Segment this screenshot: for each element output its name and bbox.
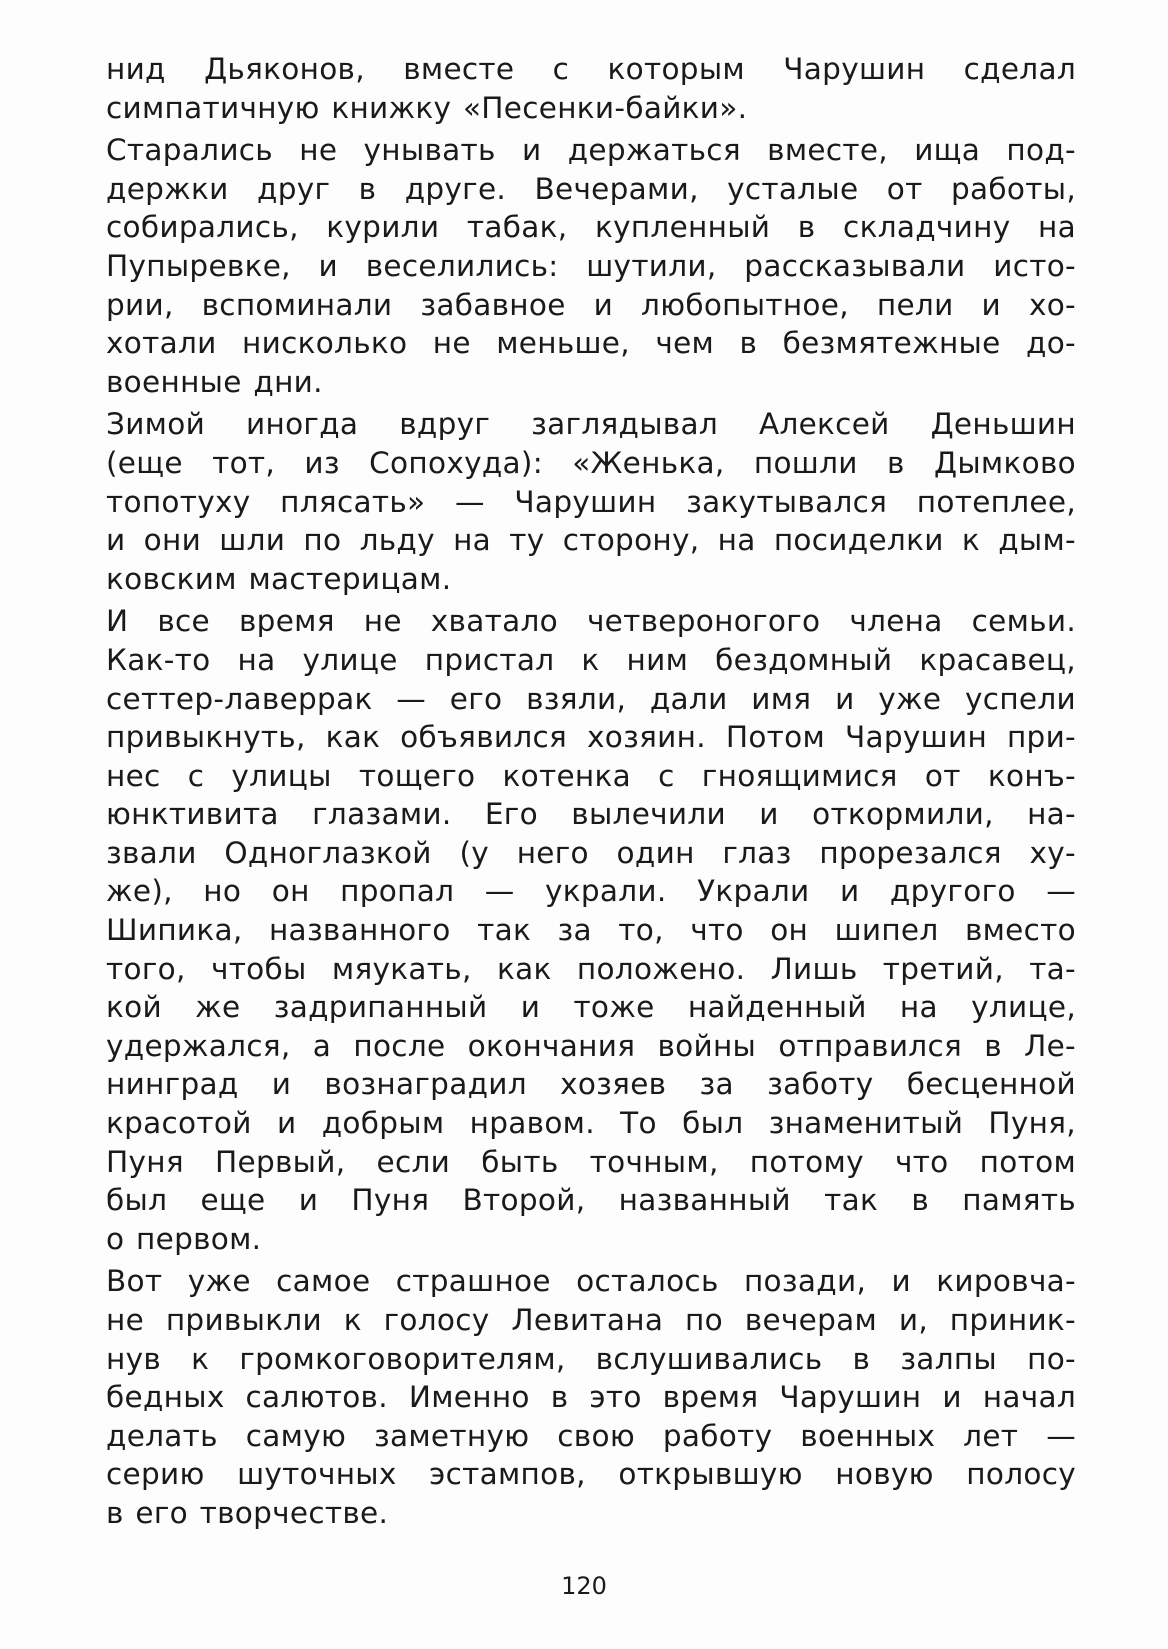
paragraph (106, 1262, 1076, 1532)
text-line: делать самую заметную свою работу военных лет — (106, 1418, 1076, 1453)
text-line: о первом. (106, 1221, 262, 1256)
text-line: (еще тот, из Сопохуда): «Женька, пошли в Дымково (106, 445, 1076, 480)
text-line: Как-то на улице пристал к ним бездомный красавец, (106, 642, 1076, 677)
text-line: же), но он пропал — украли. Украли и другого — (106, 874, 1076, 909)
paragraph (106, 50, 1076, 127)
text-line: симпатичную книжку «Песенки-байки». (106, 90, 748, 125)
text-line: не привыкли к голосу Левитана по вечерам и, приник- (106, 1303, 1076, 1337)
text-line: и они шли по льду на ту сторону, на посиделки к дым- (106, 523, 1076, 558)
paragraph (106, 602, 1076, 1258)
text-line: бедных салютов. Именно в это время Чарушин и начал (106, 1380, 1076, 1415)
body-text (106, 50, 1076, 1537)
text-line: держки друг в друге. Вечерами, усталые от работы, (106, 171, 1076, 206)
text-line: собирались, курили табак, купленный в складчину на (106, 210, 1076, 245)
text-line: рии, вспоминали забавное и любопытное, пели и хо- (106, 287, 1076, 322)
text-line: нес с улицы тощего котенка с гноящимися от конъ- (106, 758, 1076, 793)
text-line: удержался, а после окончания войны отправился в Ле- (106, 1028, 1076, 1063)
text-line: того, чтобы мяукать, как положено. Лишь третий, та- (106, 951, 1076, 986)
text-line: нид Дьяконов, вместе с которым Чарушин сделал (106, 52, 1076, 86)
text-line: красотой и добрым нравом. То был знаменитый Пуня, (106, 1106, 1076, 1141)
text-line: военные дни. (106, 364, 323, 399)
text-line: топотуху плясать» — Чарушин закутывался потеплее, (106, 484, 1076, 519)
text-line: был еще и Пуня Второй, названный так в память (106, 1183, 1076, 1218)
text-line: Пуня Первый, если быть точным, потому что потом (106, 1144, 1076, 1179)
text-line: И все время не хватало четвероногого члена семьи. (106, 604, 1076, 639)
text-line: Старались не унывать и держаться вместе, ища под- (106, 133, 1076, 168)
text-line: сеттер-лаверрак — его взяли, дали имя и уже успели (106, 681, 1076, 716)
page-number: 120 (561, 1572, 607, 1600)
text-line: Шипика, названного так за то, что он шипел вместо (106, 913, 1076, 948)
text-line: Пупыревке, и веселились: шутили, рассказывали исто- (106, 248, 1076, 283)
text-line: хотали нисколько не меньше, чем в безмятежные до- (106, 326, 1076, 361)
text-line: юнктивита глазами. Его вылечили и откормили, на- (106, 797, 1076, 832)
text-line: Зимой иногда вдруг заглядывал Алексей Деньшин (106, 407, 1076, 442)
text-line: Вот уже самое страшное осталось позади, и кировча- (106, 1264, 1076, 1299)
text-line: нув к громкоговорителям, вслушивались в залпы по- (106, 1341, 1076, 1376)
text-line: кой же задрипанный и тоже найденный на улице, (106, 990, 1076, 1025)
text-line: звали Одноглазкой (у него один глаз прорезался ху- (106, 835, 1076, 870)
text-line: в его творчестве. (106, 1495, 389, 1530)
text-line: серию шуточных эстампов, открывшую новую полосу (106, 1457, 1076, 1492)
text-line: ковским мастерицам. (106, 561, 452, 596)
text-line: привыкнуть, как объявился хозяин. Потом Чарушин при- (106, 720, 1076, 755)
paragraph (106, 131, 1076, 401)
paragraph (106, 405, 1076, 598)
text-line: нинград и вознаградил хозяев за заботу бесценной (106, 1067, 1076, 1102)
